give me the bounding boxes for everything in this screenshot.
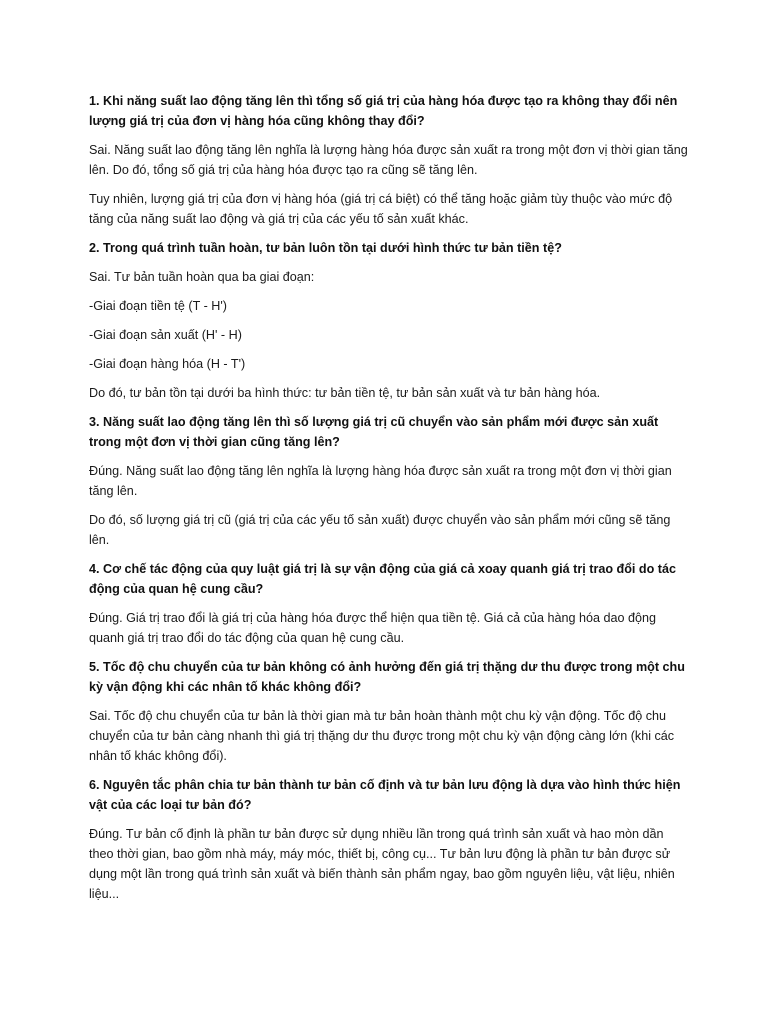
question-3: 3. Năng suất lao động tăng lên thì số lượng giá trị cũ chuyển vào sản phẩm mới được sản xuất trong một đơn vị thời gian cũng tăng lên? [89,415,659,449]
answer-5-paragraph-1: Sai. Tốc độ chu chuyển của tư bản là thời gian mà tư bản hoàn thành một chu kỳ vận động. Tốc độ chu chuyển của tư bản càng nhanh thì giá trị thặng dư thu được trong một chu kỳ vận động càng lớn (khi các nhân tố khác không đổi). [89,709,675,763]
answer-3-paragraph-1: Đúng. Năng suất lao động tăng lên nghĩa là lượng hàng hóa được sản xuất ra trong một đơn vị thời gian tăng lên. [89,464,672,498]
answer-1-paragraph-1: Sai. Năng suất lao động tăng lên nghĩa là lượng hàng hóa được sản xuất ra trong một đơn vị thời gian tăng lên. Do đó, tổng số giá trị của hàng hóa được tạo ra cũng sẽ tăng lên. [89,143,688,177]
answer-6-paragraph-1: Đúng. Tư bản cố định là phần tư bản được sử dụng nhiều lần trong quá trình sản xuất và hao mòn dần theo thời gian, bao gồm nhà máy, máy móc, thiết bị, công cụ... Tư bản lưu động là phần tư bản được sử dụng một lần trong quá trình sản xuất và biến thành sản phẩm ngay, bao gồm nguyên liệu, vật liệu, nhiên liệu... [89,827,675,901]
answer-2-list-item-3: -Giai đoạn hàng hóa (H - T') [89,357,246,371]
question-5: 5. Tốc độ chu chuyển của tư bản không có ảnh hưởng đến giá trị thặng dư thu được trong một chu kỳ vận động khi các nhân tố khác không đổi? [89,660,685,694]
answer-2-list-item-1: -Giai đoạn tiền tệ (T - H') [89,299,227,313]
question-1: 1. Khi năng suất lao động tăng lên thì tổng số giá trị của hàng hóa được tạo ra không thay đổi nên lượng giá trị của đơn vị hàng hóa cũng không thay đổi? [89,94,678,128]
answer-2-paragraph-2: Do đó, tư bản tồn tại dưới ba hình thức: tư bản tiền tệ, tư bản sản xuất và tư bản hàng hóa. [89,386,601,400]
document-body [89,91,689,913]
answer-3-paragraph-2: Do đó, số lượng giá trị cũ (giá trị của các yếu tố sản xuất) được chuyển vào sản phẩm mới cũng sẽ tăng lên. [89,513,671,547]
question-2: 2. Trong quá trình tuần hoàn, tư bản luôn tồn tại dưới hình thức tư bản tiền tệ? [89,241,562,255]
answer-4-paragraph-1: Đúng. Giá trị trao đổi là giá trị của hàng hóa được thể hiện qua tiền tệ. Giá cả của hàng hóa dao động quanh giá trị trao đổi do tác động của quan hệ cung cầu. [89,611,656,645]
question-4: 4. Cơ chế tác động của quy luật giá trị là sự vận động của giá cả xoay quanh giá trị trao đổi do tác động của quan hệ cung cầu? [89,562,677,596]
question-6: 6. Nguyên tắc phân chia tư bản thành tư bản cố định và tư bản lưu động là dựa vào hình thức hiện vật của các loại tư bản đó? [89,778,681,812]
answer-1-paragraph-2: Tuy nhiên, lượng giá trị của đơn vị hàng hóa (giá trị cá biệt) có thể tăng hoặc giảm tùy thuộc vào mức độ tăng của năng suất lao động và giá trị của các yếu tố sản xuất khác. [89,192,673,226]
answer-2-list-item-2: -Giai đoạn sản xuất (H' - H) [89,328,242,342]
answer-2-paragraph-1: Sai. Tư bản tuần hoàn qua ba giai đoạn: [89,270,315,284]
